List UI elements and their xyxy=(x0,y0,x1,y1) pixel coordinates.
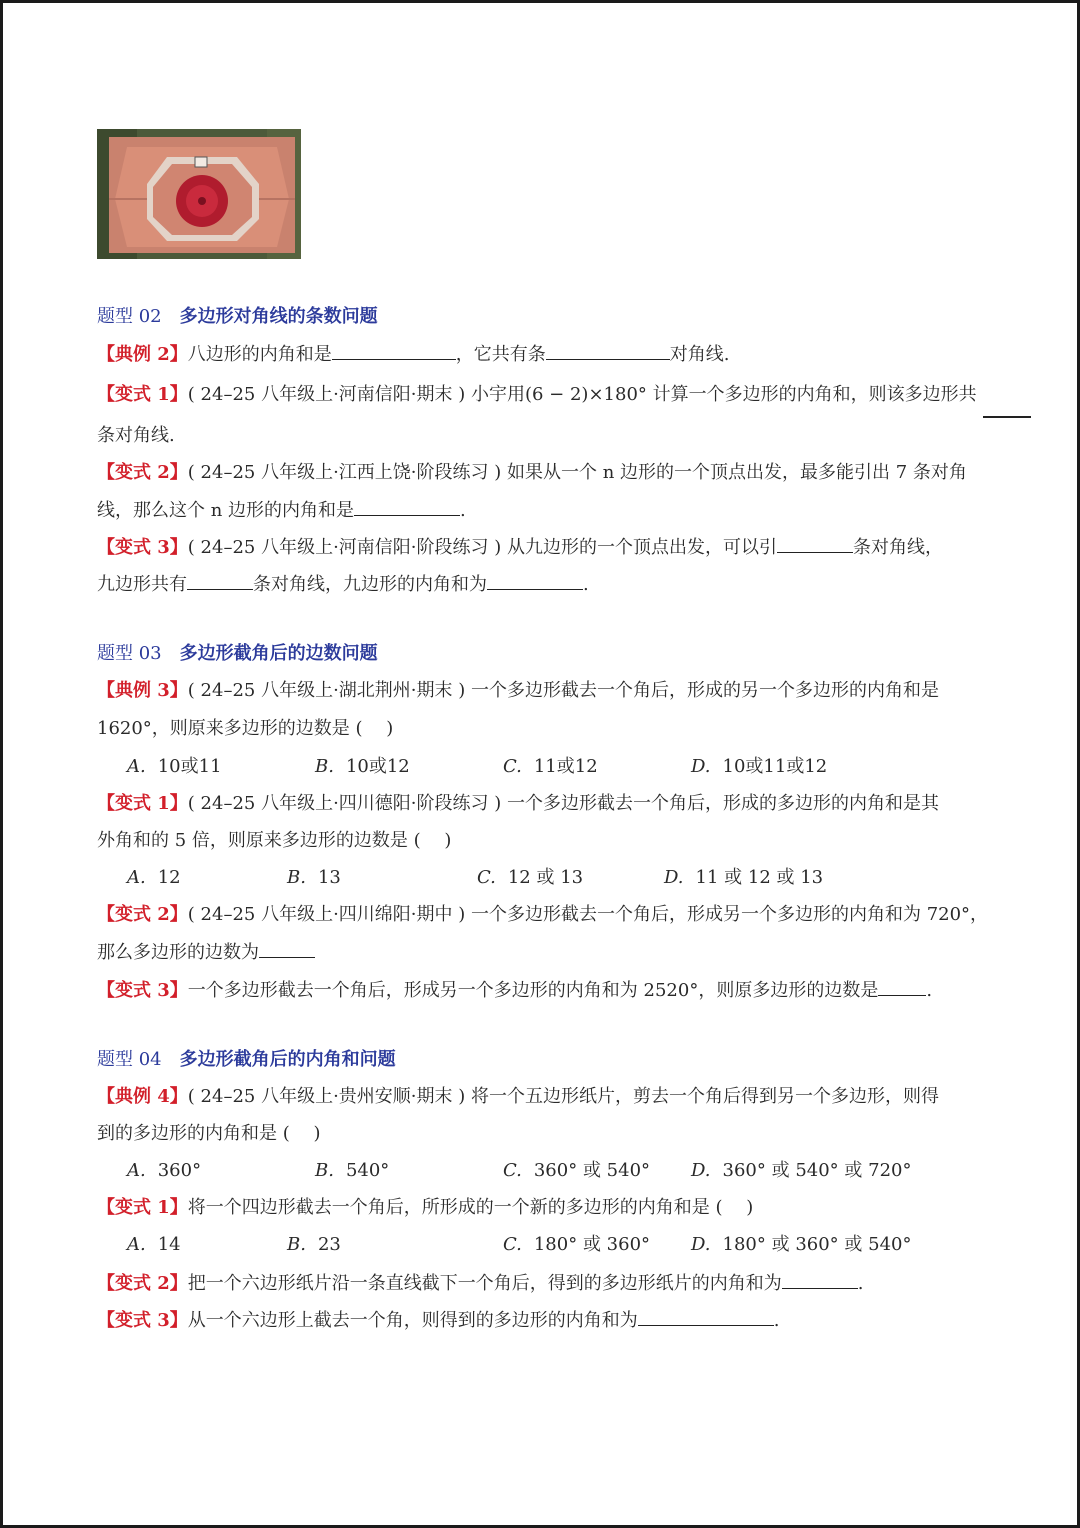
option-b[interactable]: B. 540° xyxy=(315,1160,390,1181)
variant-1-cont: 外角和的 5 倍，则原来多边形的边数是 ( ) xyxy=(97,830,452,851)
section-heading: 题型 03 多边形截角后的边数问题 xyxy=(97,643,378,664)
answer-blank-overflow[interactable] xyxy=(983,416,1031,418)
variant-2: 【变式 2】( 24–25 八年级上·四川绵阳·期中 ) 一个多边形截去一个角后，形成另一个多边形的内角和为 720°， xyxy=(97,904,989,925)
answer-blank[interactable] xyxy=(259,939,315,958)
example-3: 【典例 3】( 24–25 八年级上·湖北荆州·期末 ) 一个多边形截去一个角后，形成的另一个多边形的内角和是 xyxy=(97,680,939,701)
answer-blank[interactable] xyxy=(354,497,460,516)
example-2: 【典例 2】八边形的内角和是 ，它共有条 对角线. xyxy=(97,341,730,368)
option-b[interactable]: B. 23 xyxy=(287,1234,341,1255)
option-c[interactable]: C. 180° 或 360° xyxy=(503,1234,651,1255)
variant-3: 【变式 3】( 24–25 八年级上·河南信阳·阶段练习 ) 从九边形的一个顶点出发，可以引 条对角线， xyxy=(97,534,943,561)
answer-blank[interactable] xyxy=(546,341,670,360)
option-a[interactable]: A. 14 xyxy=(127,1234,181,1255)
option-a[interactable]: A. 10或11 xyxy=(127,756,222,777)
option-a[interactable]: A. 360° xyxy=(127,1160,202,1181)
answer-blank[interactable] xyxy=(878,977,926,996)
option-b[interactable]: B. 13 xyxy=(287,867,341,888)
variant-1: 【变式 1】( 24–25 八年级上·四川德阳·阶段练习 ) 一个多边形截去一个角后，形成的多边形的内角和是其 xyxy=(97,793,939,814)
option-d[interactable]: D. 10或11或12 xyxy=(691,756,828,777)
option-d[interactable]: D. 360° 或 540° 或 720° xyxy=(691,1160,912,1181)
answer-blank[interactable] xyxy=(782,1270,858,1289)
section-heading: 题型 04 多边形截角后的内角和问题 xyxy=(97,1049,396,1070)
example-4: 【典例 4】( 24–25 八年级上·贵州安顺·期末 ) 将一个五边形纸片，剪去一个角后得到另一个多边形，则得 xyxy=(97,1086,939,1107)
answer-blank[interactable] xyxy=(487,571,583,590)
answer-blank[interactable] xyxy=(638,1307,774,1326)
variant-1: 【变式 1】将一个四边形截去一个角后，所形成的一个新的多边形的内角和是 ( ) xyxy=(97,1197,754,1218)
option-c[interactable]: C. 360° 或 540° xyxy=(503,1160,651,1181)
option-a[interactable]: A. 12 xyxy=(127,867,181,888)
variant-2: 【变式 2】( 24–25 八年级上·江西上饶·阶段练习 ) 如果从一个 n 边形的一个顶点出发，最多能引出 7 条对角 xyxy=(97,462,967,483)
variant-3: 【变式 3】一个多边形截去一个角后，形成另一个多边形的内角和为 2520°，则原多边形的边数是 . xyxy=(97,977,932,1004)
example-4-cont: 到的多边形的内角和是 ( ) xyxy=(97,1123,321,1144)
option-d[interactable]: D. 180° 或 360° 或 540° xyxy=(691,1234,912,1255)
variant-2: 【变式 2】把一个六边形纸片沿一条直线截下一个角后，得到的多边形纸片的内角和为 . xyxy=(97,1270,864,1297)
building-aerial-photo xyxy=(97,129,301,259)
answer-blank[interactable] xyxy=(777,534,853,553)
variant-1: 【变式 1】( 24–25 八年级上·河南信阳·期末 ) 小宇用(6 − 2)×180° 计算一个多边形的内角和，则该多边形共 xyxy=(97,384,977,405)
variant-2-cont: 那么多边形的边数为 xyxy=(97,939,315,966)
option-c[interactable]: C. 12 或 13 xyxy=(477,867,584,888)
option-c[interactable]: C. 11或12 xyxy=(503,756,598,777)
variant-1-cont: 条对角线. xyxy=(97,425,175,446)
variant-3: 【变式 3】从一个六边形上截去一个角，则得到的多边形的内角和为 . xyxy=(97,1307,780,1334)
variant-3-cont: 九边形共有 条对角线，九边形的内角和为 . xyxy=(97,571,589,598)
variant-2-cont: 线，那么这个 n 边形的内角和是 . xyxy=(97,497,466,524)
answer-blank[interactable] xyxy=(187,571,253,590)
section-heading: 题型 02 多边形对角线的条数问题 xyxy=(97,306,378,327)
option-b[interactable]: B. 10或12 xyxy=(315,756,410,777)
example-3-cont: 1620°，则原来多边形的边数是 ( ) xyxy=(97,718,394,739)
option-d[interactable]: D. 11 或 12 或 13 xyxy=(664,867,824,888)
answer-blank[interactable] xyxy=(332,341,456,360)
